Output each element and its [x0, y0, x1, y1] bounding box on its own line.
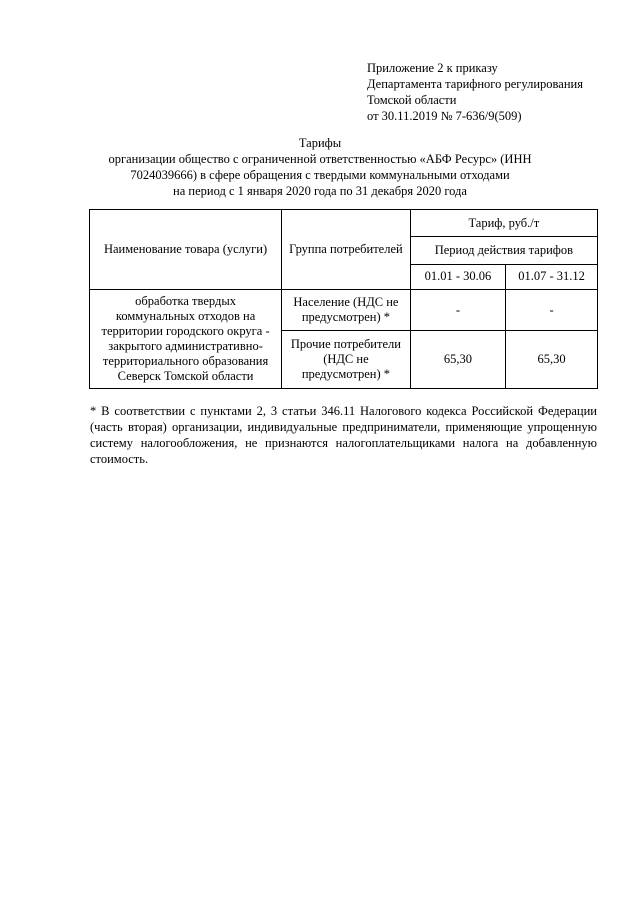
title-line: 7024039666) в сфере обращения с твердыми коммунальными отходами: [130, 168, 510, 182]
tariff-value: -: [506, 290, 598, 331]
consumer-group: Население (НДС не предусмотрен) *: [282, 290, 411, 331]
appendix-line: Приложение 2 к приказу: [367, 61, 498, 75]
consumer-group: Прочие потребители (НДС не предусмотрен) *: [282, 331, 411, 389]
appendix-line: Томской области: [367, 93, 457, 107]
appendix-line: Департамента тарифного регулирования: [367, 77, 583, 91]
header-period: Период действия тарифов: [410, 237, 597, 264]
document-title: [90, 135, 550, 199]
appendix-order-date: от 30.11.2019 № 7-636/9(509): [367, 109, 522, 123]
tariff-value: -: [410, 290, 506, 331]
service-name: обработка твердых коммунальных отходов на территории городского округа - закрытого административно-территориального образования Северск Томской области: [90, 290, 282, 389]
header-consumer-group: Группа потребителей: [282, 210, 411, 290]
title-line: организации общество с ограниченной ответственностью «АБФ Ресурс» (ИНН: [108, 152, 532, 166]
title-period: на период с 1 января 2020 года по 31 декабря 2020 года: [173, 184, 467, 198]
table-row: [90, 290, 598, 331]
header-period-1: 01.01 - 30.06: [410, 264, 506, 289]
footnote: * В соответствии с пунктами 2, 3 статьи 346.11 Налогового кодекса Российской Федерации (часть вторая) организации, индивидуальные предприниматели, применяющие упрощенную систему налогообложения, не признаются налогоплательщиками налога на добавленную стоимость.: [90, 404, 597, 466]
tariff-table: [89, 209, 598, 389]
title-heading: Тарифы: [298, 136, 342, 150]
tariff-value: 65,30: [506, 331, 598, 389]
appendix-header: [367, 60, 617, 124]
header-product: Наименование товара (услуги): [90, 210, 282, 290]
tariff-value: 65,30: [410, 331, 506, 389]
header-period-2: 01.07 - 31.12: [506, 264, 598, 289]
header-tariff: Тариф, руб./т: [410, 210, 597, 237]
